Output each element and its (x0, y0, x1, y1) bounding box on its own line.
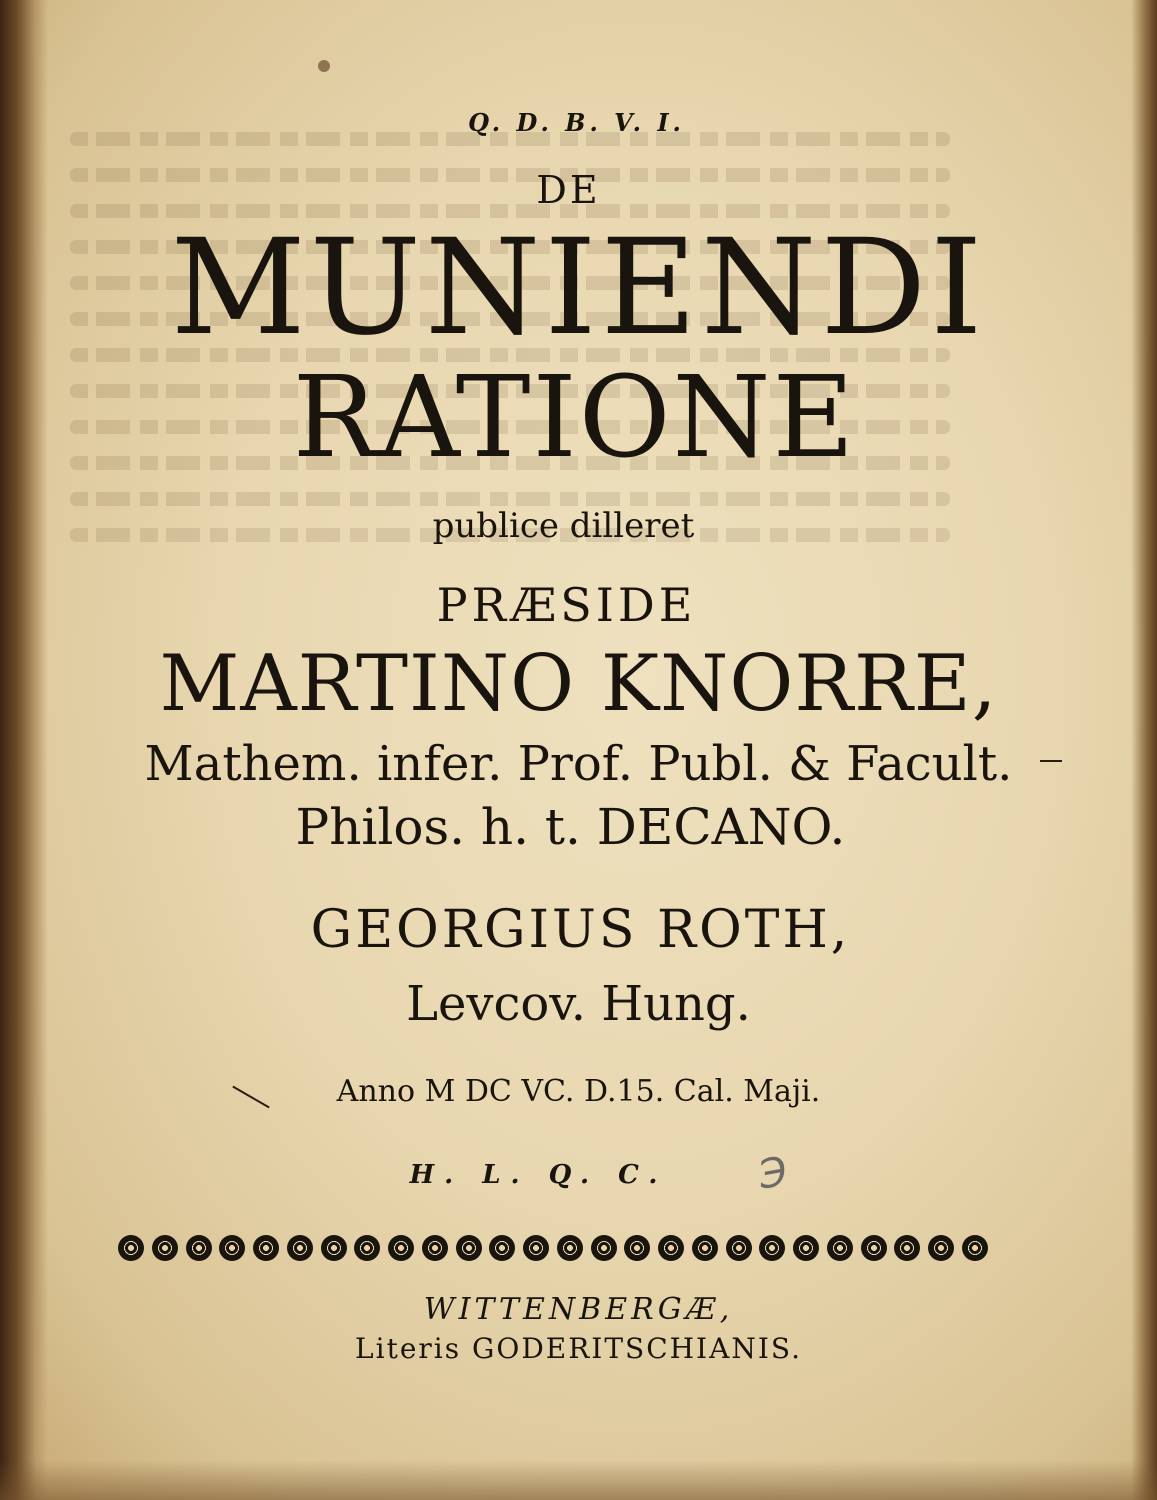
fleuron-icon (354, 1235, 380, 1261)
fleuron-icon (118, 1235, 144, 1261)
fleuron-icon (759, 1235, 785, 1261)
imprint-printer: Literis GODERITSCHIANIS. (355, 1332, 802, 1365)
hlqc-abbreviation: H. L. Q. C. (409, 1160, 668, 1190)
ornamental-rule (118, 1228, 988, 1268)
president-name: MARTINO KNORRE, (159, 639, 998, 729)
praeside-label: PRÆSIDE (436, 578, 697, 632)
fleuron-icon (861, 1235, 887, 1261)
fleuron-icon (253, 1235, 279, 1261)
fleuron-icon (489, 1235, 515, 1261)
date-line: Anno M DC VC. D.15. Cal. Maji. (336, 1074, 821, 1109)
president-title-line-2: Philos. h. t. DECANO. (295, 798, 846, 856)
fleuron-icon (894, 1235, 920, 1261)
margin-dash (1040, 760, 1062, 762)
fleuron-icon (827, 1235, 853, 1261)
heading-abbreviation: Q. D. B. V. I. (468, 108, 685, 137)
fleuron-icon (321, 1235, 347, 1261)
page-bottom-edge (0, 1460, 1157, 1500)
imprint-city: WITTENBERGÆ, (423, 1292, 734, 1327)
title-preposition: DE (536, 168, 601, 212)
fleuron-icon (793, 1235, 819, 1261)
title-line-1: MUNIENDI (170, 211, 987, 365)
fleuron-icon (692, 1235, 718, 1261)
fleuron-icon (152, 1235, 178, 1261)
fleuron-icon (523, 1235, 549, 1261)
pencil-annotation: ℈ (754, 1143, 790, 1194)
fleuron-icon (928, 1235, 954, 1261)
fleuron-icon (422, 1235, 448, 1261)
president-title-line-1: Mathem. infer. Prof. Publ. & Facult. (144, 736, 1013, 792)
fleuron-icon (962, 1235, 988, 1261)
fleuron-icon (186, 1235, 212, 1261)
fleuron-icon (219, 1235, 245, 1261)
fleuron-icon (591, 1235, 617, 1261)
title-line-2: RATIONE (292, 353, 857, 483)
respondent-origin: Levcov. Hung. (406, 976, 751, 1032)
fleuron-icon (557, 1235, 583, 1261)
fleuron-icon (658, 1235, 684, 1261)
ink-stain (318, 60, 330, 72)
respondent-name: GEORGIUS ROTH, (310, 900, 851, 960)
fleuron-icon (456, 1235, 482, 1261)
fleuron-icon (388, 1235, 414, 1261)
publice-line: publice dilleret (432, 506, 695, 546)
fleuron-icon (726, 1235, 752, 1261)
fleuron-icon (287, 1235, 313, 1261)
fleuron-icon (624, 1235, 650, 1261)
